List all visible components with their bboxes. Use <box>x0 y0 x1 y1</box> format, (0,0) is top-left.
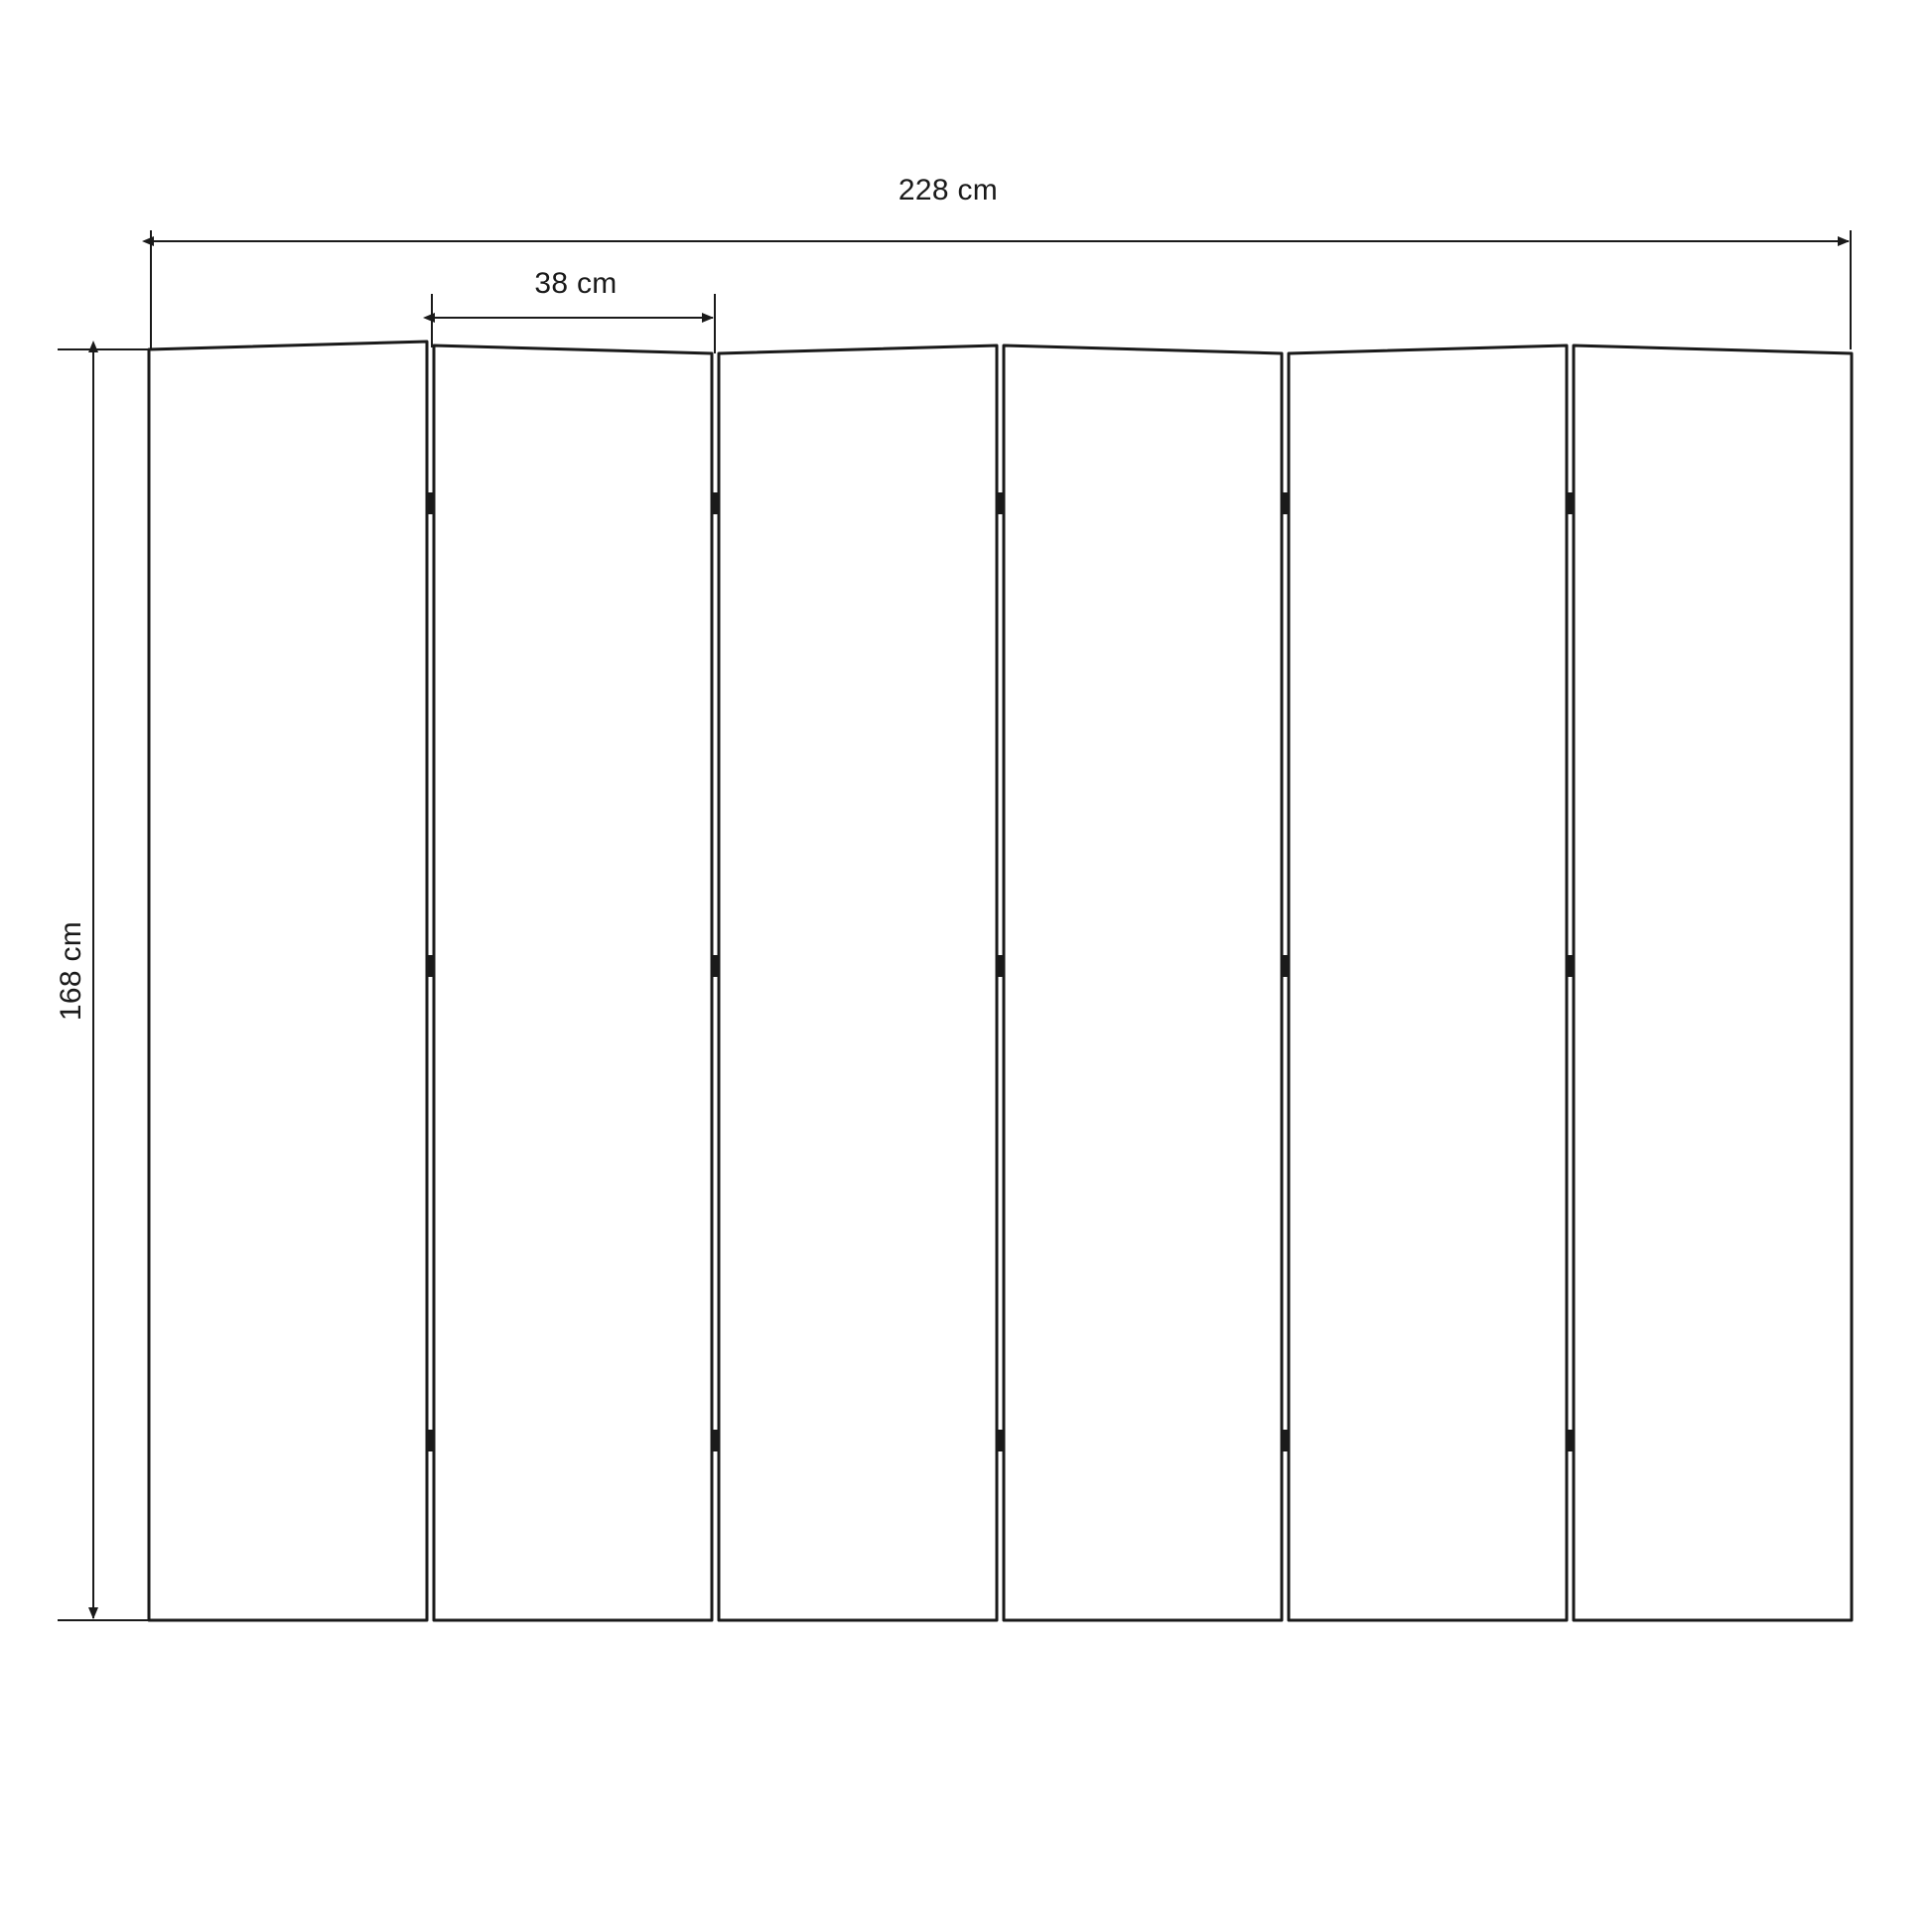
hinge <box>428 492 435 514</box>
total-width-dimension <box>151 230 1851 349</box>
hinge <box>1567 492 1574 514</box>
hinge <box>1282 955 1289 977</box>
panel-1[interactable] <box>149 342 427 1620</box>
hinge <box>1567 1430 1574 1451</box>
hinge <box>1567 955 1574 977</box>
total-width-label: 228 cm <box>897 174 999 207</box>
hinge <box>997 955 1004 977</box>
hinge <box>428 955 435 977</box>
hinge <box>712 955 719 977</box>
hinge <box>712 1430 719 1451</box>
hinge <box>1282 1430 1289 1451</box>
panel-group <box>149 342 1852 1620</box>
panel-6[interactable] <box>1567 345 1852 1620</box>
hinge <box>997 1430 1004 1451</box>
hinge <box>428 1430 435 1451</box>
hinge <box>997 492 1004 514</box>
panel-width-dimension <box>432 294 715 353</box>
panel-3[interactable] <box>712 345 997 1620</box>
panel-5[interactable] <box>1282 345 1567 1620</box>
panel-4[interactable] <box>997 345 1282 1620</box>
height-label: 168 cm <box>55 920 87 1022</box>
panel-2[interactable] <box>428 345 712 1620</box>
hinge <box>712 492 719 514</box>
hinge <box>1282 492 1289 514</box>
panel-width-label: 38 cm <box>534 267 618 300</box>
